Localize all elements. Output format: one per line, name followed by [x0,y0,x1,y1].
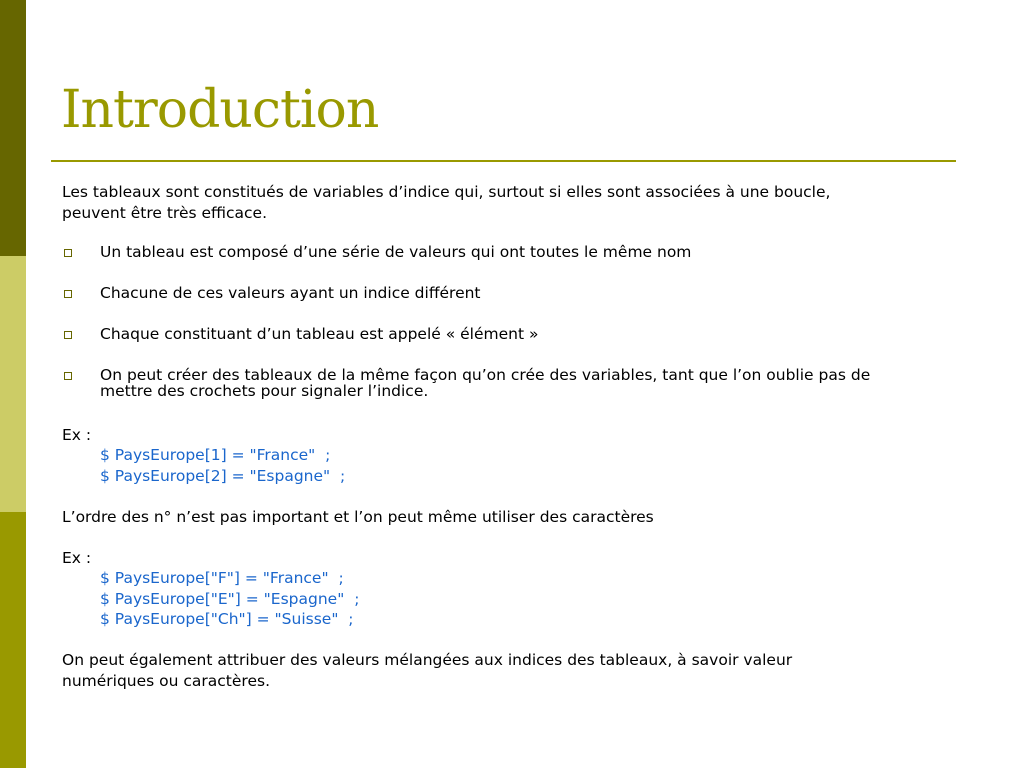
slide-title: Introduction [61,80,379,140]
bullet-item-1 [62,244,962,260]
side-bar-top [0,0,26,256]
example-2-code-line-2: $ PaysEurope["E"] = "Espagne" ; [100,589,360,608]
intro-line-1: Les tableaux sont constitués de variables d’indice qui, surtout si elles sont associées à une boucle, [62,183,831,201]
conclusion-line-1: On peut également attribuer des valeurs mélangées aux indices des tableaux, à savoir valeur [62,651,793,669]
example-2-label: Ex : [62,548,92,567]
bullet-item-3 [62,326,962,342]
example-2-code-line-3: $ PaysEurope["Ch"] = "Suisse" ; [100,610,354,628]
square-bullet-icon [64,249,72,257]
square-bullet-icon [64,331,72,339]
side-bar-bottom [0,512,26,768]
example-1-code-line-1: $ PaysEurope[1] = "France" ; [100,446,331,464]
intro-line-2: peuvent être très efficace. [62,203,268,222]
example-1-label: Ex : [62,425,92,444]
bullet-item-4 [62,367,962,399]
example-2-code-line-1: $ PaysEurope["F"] = "France" ; [100,569,344,587]
bullet-item-2 [62,285,962,301]
square-bullet-icon [64,372,72,380]
slide-body [62,182,962,691]
square-bullet-icon [64,290,72,298]
bullet-text-line-1: On peut créer des tableaux de la même façon qu’on crée des variables, tant que l’on oublie pas de [100,365,871,384]
bullet-text: Chaque constituant d’un tableau est appelé « élément » [100,324,539,343]
bullet-text-line-2: mettre des crochets pour signaler l’indice. [100,381,429,400]
bullet-text: Chacune de ces valeurs ayant un indice différent [100,283,481,302]
note-text: L’ordre des n° n’est pas important et l’on peut même utiliser des caractères [62,507,654,526]
example-1-code-line-2: $ PaysEurope[2] = "Espagne" ; [100,466,346,485]
bullet-text: Un tableau est composé d’une série de valeurs qui ont toutes le même nom [100,242,692,261]
side-bar-middle [0,256,26,512]
title-divider [51,160,956,162]
conclusion-line-2: numériques ou caractères. [62,671,270,690]
